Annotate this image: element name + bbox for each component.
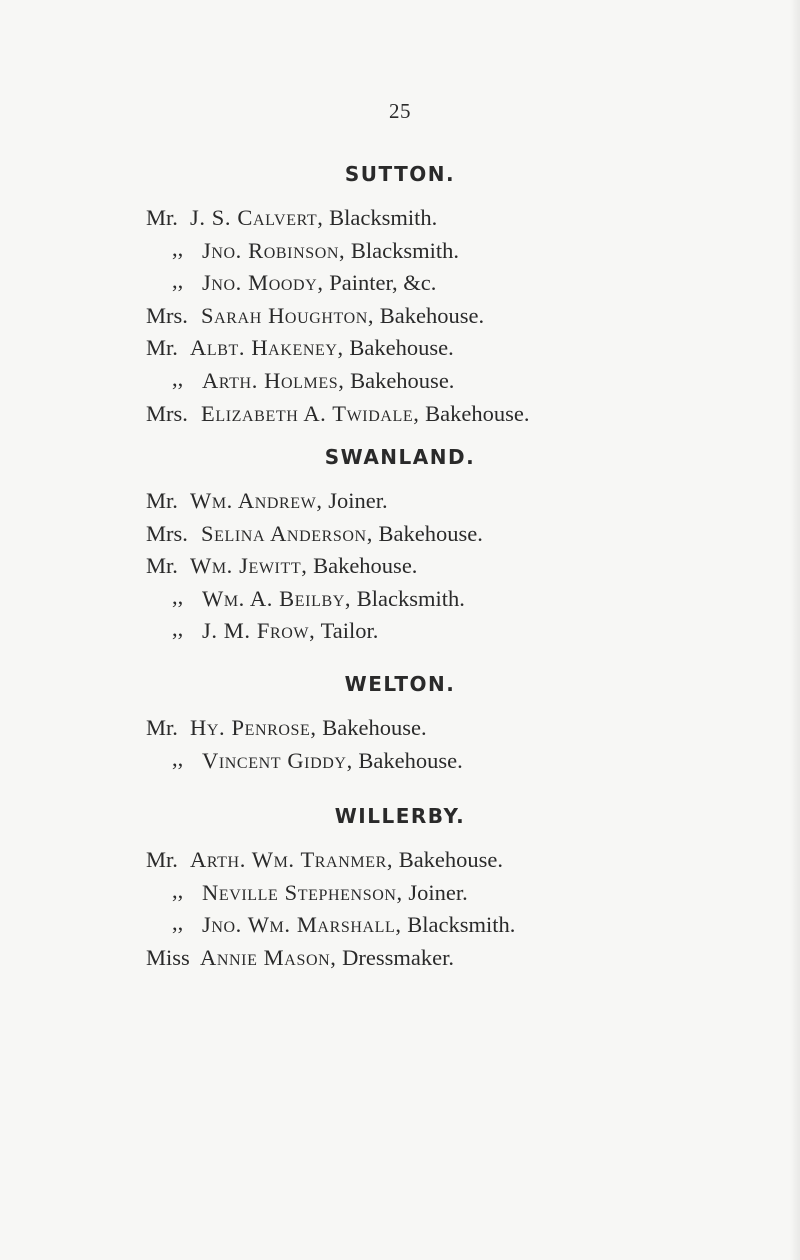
section-heading: WELTON. (344, 672, 456, 696)
entry-name: Arth. Holmes, (202, 367, 345, 393)
entry-prefix: ,, (172, 365, 184, 391)
entry-name: Neville Stephenson, (202, 879, 403, 905)
entry-prefix: ,, (172, 268, 184, 294)
entry-trade: Bakehouse. (349, 335, 454, 361)
entry-trade: Blacksmith. (407, 912, 516, 938)
page-edge-shadow (790, 0, 800, 1260)
entry-trade: Painter, &c. (329, 270, 437, 296)
entry-name: Jno. Robinson, (202, 237, 346, 263)
entry-trade: Bakehouse. (350, 367, 455, 393)
list-item (0, 485, 800, 518)
entry-name: J. M. Frow, (202, 618, 316, 644)
entry-prefix: Mr. (146, 335, 178, 361)
list-item (0, 300, 800, 333)
entry-prefix: ,, (172, 616, 184, 642)
section-welton (0, 670, 800, 777)
list-item (0, 550, 800, 583)
entry-prefix: Mr. (146, 553, 178, 579)
entry-trade: Joiner. (328, 488, 388, 513)
section-heading: WILLERBY. (334, 804, 466, 828)
entry-prefix: ,, (172, 910, 184, 936)
entry-name: Wm. Jewitt, (190, 553, 308, 579)
entry-trade: Bakehouse. (425, 400, 530, 426)
entry-trade: Bakehouse. (322, 715, 427, 740)
list-item (0, 877, 800, 910)
entry-trade: Blacksmith. (350, 237, 460, 263)
entry-name: Albt. Hakeney, (190, 335, 344, 361)
entry-prefix: Mr. (146, 715, 178, 740)
entry-trade: Bakehouse. (379, 302, 485, 328)
list-item (0, 518, 800, 551)
section-swanland (0, 443, 800, 648)
list-item (0, 332, 800, 365)
list-item (0, 745, 800, 778)
list-item (0, 267, 800, 300)
entry-name: Wm. A. Beilby, (202, 585, 352, 611)
entry-name: Jno. Wm. Marshall, (202, 912, 402, 938)
list-item (0, 365, 800, 398)
entry-prefix: Mrs. (146, 302, 188, 328)
list-item (0, 844, 800, 877)
entry-prefix: ,, (172, 877, 184, 903)
list-item (0, 398, 800, 431)
entry-name: Hy. Penrose, (190, 715, 317, 740)
entry-prefix: ,, (172, 745, 184, 771)
entry-prefix: Mrs. (146, 520, 188, 546)
entry-prefix: Mrs. (146, 400, 188, 426)
list-item (0, 712, 800, 745)
entry-prefix: Mr. (146, 847, 178, 872)
entry-trade: Blacksmith. (356, 585, 465, 611)
list-item (0, 202, 800, 235)
entry-name: Sarah Houghton, (201, 302, 375, 328)
list-item (0, 235, 800, 268)
section-heading: SWANLAND. (324, 445, 476, 469)
entry-name: J. S. Calvert, (190, 205, 324, 230)
entry-name: Elizabeth A. Twidale, (201, 400, 420, 426)
list-item (0, 615, 800, 648)
section-heading: SUTTON. (344, 162, 456, 186)
entry-prefix: Mr. (146, 488, 178, 513)
entry-name: Arth. Wm. Tranmer, (190, 847, 394, 872)
entry-trade: Blacksmith. (329, 205, 438, 230)
entry-prefix: Miss (146, 944, 190, 970)
entry-trade: Dressmaker. (342, 944, 454, 970)
list-item (0, 942, 800, 975)
entry-trade: Tailor. (320, 618, 379, 644)
entry-trade: Joiner. (408, 879, 468, 905)
entry-prefix: Mr. (146, 205, 178, 230)
entry-prefix: ,, (172, 583, 184, 609)
entry-name: Jno. Moody, (202, 270, 324, 296)
entry-name: Annie Mason, (200, 944, 337, 970)
entry-prefix: ,, (172, 235, 184, 261)
entry-trade: Bakehouse. (378, 520, 483, 546)
list-item (0, 583, 800, 616)
section-willerby (0, 802, 800, 974)
entry-name: Selina Anderson, (201, 520, 373, 546)
list-item (0, 909, 800, 942)
entry-name: Wm. Andrew, (190, 488, 323, 513)
entry-name: Vincent Giddy, (202, 747, 353, 773)
entry-trade: Bakehouse. (313, 553, 418, 579)
section-sutton (0, 160, 800, 430)
entry-trade: Bakehouse. (358, 747, 463, 773)
entry-trade: Bakehouse. (398, 847, 504, 872)
page-number: 25 (389, 99, 411, 123)
